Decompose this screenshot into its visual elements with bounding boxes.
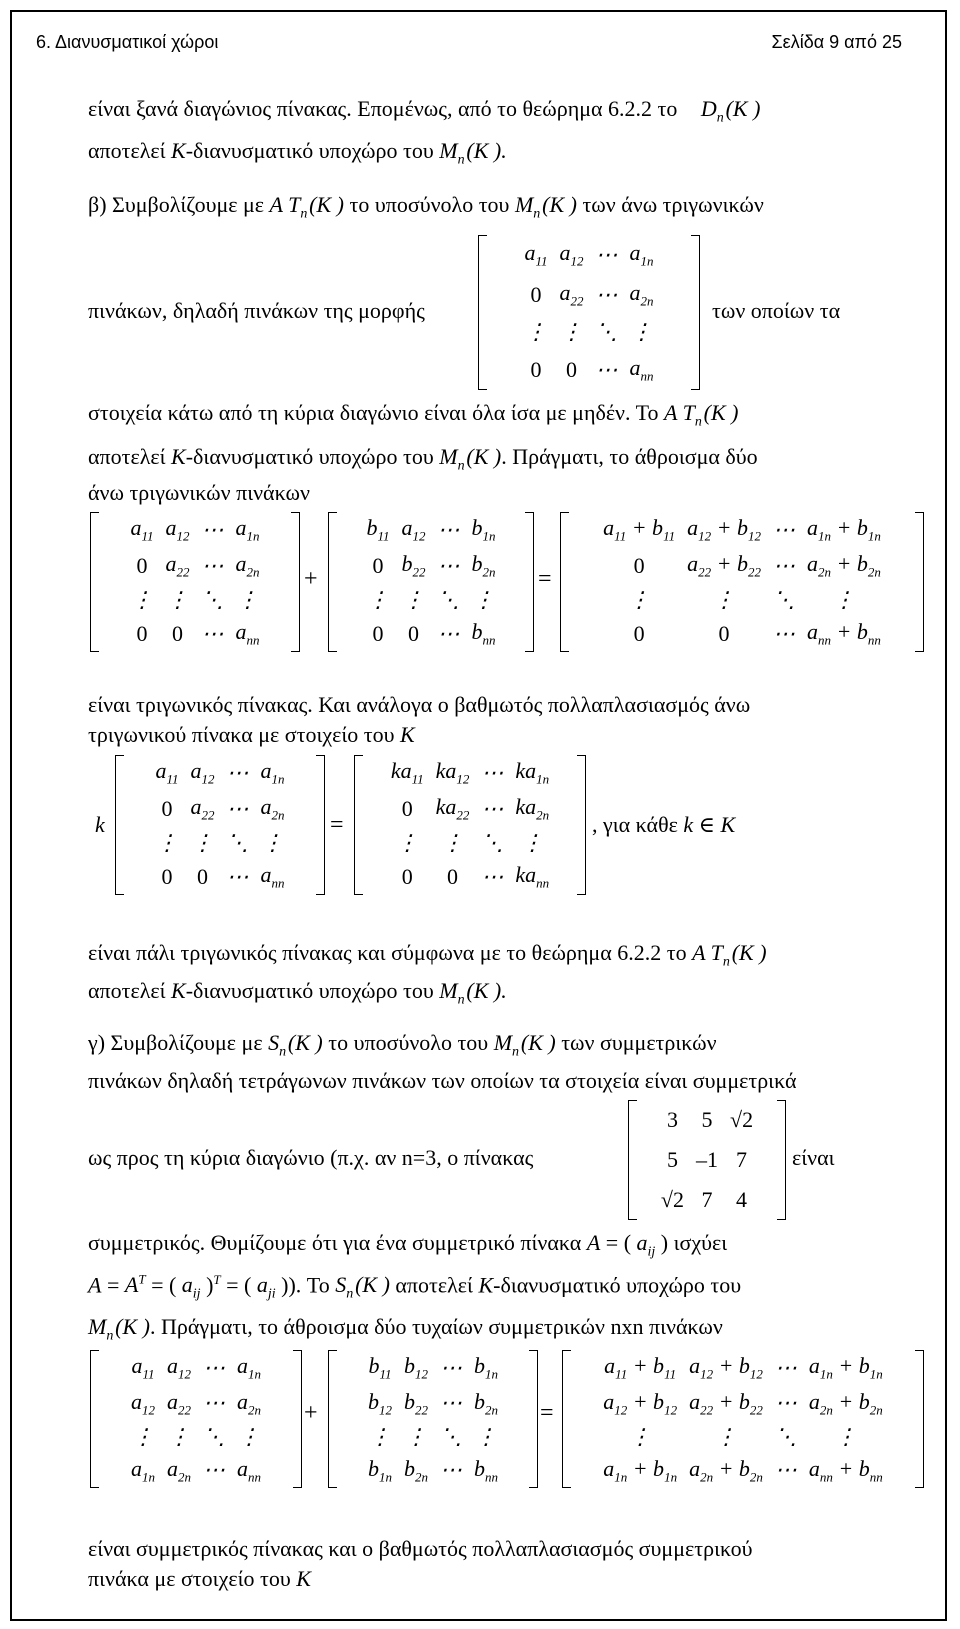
page-number: Σελίδα 9 από 25 [771,32,902,52]
matrix-a-symmetric: $a_{11}$ $a_{12}$ ⋯ $a_{1n}$ $a_{12}$ $a_{22}$ ⋯ $a_{2n}$ ⋮ ⋮ ⋱ ⋮ $a_{1n}$ $a_{2n}$ ⋯ $a_{nn}$ [90,1350,302,1488]
text-line: άνω τριγωνικών πινάκων [88,480,310,505]
text-line: $M_n$ (K ). Πράγματι, το άθροισμα δύο τυχαίων συμμετρικών nxn πινάκων [88,1314,723,1344]
equals-sign: = [538,566,552,592]
text-line: είναι πάλι τριγωνικός πίνακας και σύμφωνα με το θεώρημα 6.2.2 το A $T_n$ (K ) [88,940,767,970]
text-line: των οποίων τα [712,298,841,323]
equals-sign: = [540,1400,554,1426]
text-line: τριγωνικού πίνακα με στοιχείο του K [88,722,415,747]
text-line: πινάκων δηλαδή τετράγωνων πινάκων των οποίων τα στοιχεία είναι συμμετρικά [88,1068,797,1093]
text-line: ως προς τη κύρια διαγώνιο (π.χ. αν n=3, ο πίνακας [88,1145,534,1170]
text-line: είναι συμμετρικός πίνακας και ο βαθμωτός πολλαπλασιασμός συμμετρικού [88,1536,753,1561]
matrix-b-upper: $b_{11}$ $a_{12}$ ⋯ $b_{1n}$ 0 $b_{22}$ ⋯ $b_{2n}$ ⋮ ⋮ ⋱ ⋮ 0 0 ⋯ $b_{nn}$ [328,512,534,652]
text-line: β) Συμβολίζουμε με A $T_n$ (K ) το υποσύνολο του $M_n$ (K ) των άνω τριγωνικών [88,192,764,222]
equals-sign: = [330,812,344,838]
plus-sign: + [304,566,318,592]
text-line: συμμετρικός. Θυμίζουμε ότι για ένα συμμετρικό πίνακα A = ( $a_{ij}$ ) ισχύει [88,1230,728,1260]
text-line: , για κάθε k ∈ K [592,812,736,837]
symmetric-example-matrix: 3 5 √2 5 –1 7 √2 7 4 [628,1100,786,1220]
text-line: πινάκα με στοιχείο του K [88,1566,311,1591]
matrix-a-upper-scaled: $a_{11}$ $a_{12}$ ⋯ $a_{1n}$ 0 $a_{22}$ ⋯ $a_{2n}$ ⋮ ⋮ ⋱ ⋮ 0 0 ⋯ $a_{nn}$ [115,755,325,895]
text-line: αποτελεί K-διανυσματικό υποχώρο του $M_n$ (K ). [88,978,507,1008]
text-line: αποτελεί K-διανυσματικό υποχώρο του $M_n$ (K ). [88,138,507,168]
text-line: είναι [792,1145,835,1170]
matrix-sum-symmetric: $a_{11} + b_{11}$ $a_{12} + b_{12}$ ⋯ $a_{1n} + b_{1n}$ $a_{12} + b_{12}$ $a_{22} + b_{22}$ ⋯ $a_{2n} + b_{2n}$ ⋮ ⋮ ⋱ ⋮ $a_{1n} + b_{1n}$ $a_{2n} + b_{2n}$ ⋯ $a_{nn} + b_{nn}$ [562,1350,924,1488]
text-line: είναι τριγωνικός πίνακας. Και ανάλογα ο βαθμωτός πολλαπλασιασμός άνω [88,692,751,717]
text-line: $A = A^T$ = ( $a_{ij}$ )$^T$ = ( $a_{ji}$ )). Το $S_n$ (K ) αποτελεί K-διανυσματικό υποχώρο του [88,1272,742,1302]
matrix-k-times: $ka_{11}$ $ka_{12}$ ⋯ $ka_{1n}$ 0 $ka_{22}$ ⋯ $ka_{2n}$ ⋮ ⋮ ⋱ ⋮ 0 0 ⋯ $ka_{nn}$ [354,755,586,895]
text-line: στοιχεία κάτω από τη κύρια διαγώνιο είναι όλα ίσα με μηδέν. Το A $T_n$ (K ) [88,400,739,430]
upper-triangular-matrix: $a_{11}$ $a_{12}$ ⋯ $a_{1n}$ 0 $a_{22}$ ⋯ $a_{2n}$ ⋮ ⋮ ⋱ ⋮ 0 0 ⋯ $a_{nn}$ [478,235,700,390]
matrix-sum-upper: $a_{11} + b_{11}$ $a_{12} + b_{12}$ ⋯ $a_{1n} + b_{1n}$ 0 $a_{22} + b_{22}$ ⋯ $a_{2n} + b_{2n}$ ⋮ ⋮ ⋱ ⋮ 0 0 ⋯ $a_{nn} + b_{nn}$ [560,512,924,652]
text-line: είναι ξανά διαγώνιος πίνακας. Επομένως, από το θεώρημα 6.2.2 το $D_n$ (K ) [88,96,761,126]
chapter-header: 6. Διανυσματικοί χώροι [36,32,219,52]
scalar-k: k [95,812,105,837]
text-line: γ) Συμβολίζουμε με $S_n$ (K ) το υποσύνολο του $M_n$ (K ) των συμμετρικών [88,1030,717,1060]
text-line: πινάκων, δηλαδή πινάκων της μορφής [88,298,425,323]
matrix-b-symmetric: $b_{11}$ $b_{12}$ ⋯ $b_{1n}$ $b_{12}$ $b_{22}$ ⋯ $b_{2n}$ ⋮ ⋮ ⋱ ⋮ $b_{1n}$ $b_{2n}$ ⋯ $b_{nn}$ [328,1350,538,1488]
plus-sign: + [304,1400,318,1426]
text-line: αποτελεί K-διανυσματικό υποχώρο του $M_n$ (K ). Πράγματι, το άθροισμα δύο [88,444,758,474]
matrix-a-upper: $a_{11}$ $a_{12}$ ⋯ $a_{1n}$ 0 $a_{22}$ ⋯ $a_{2n}$ ⋮ ⋮ ⋱ ⋮ 0 0 ⋯ $a_{nn}$ [90,512,300,652]
